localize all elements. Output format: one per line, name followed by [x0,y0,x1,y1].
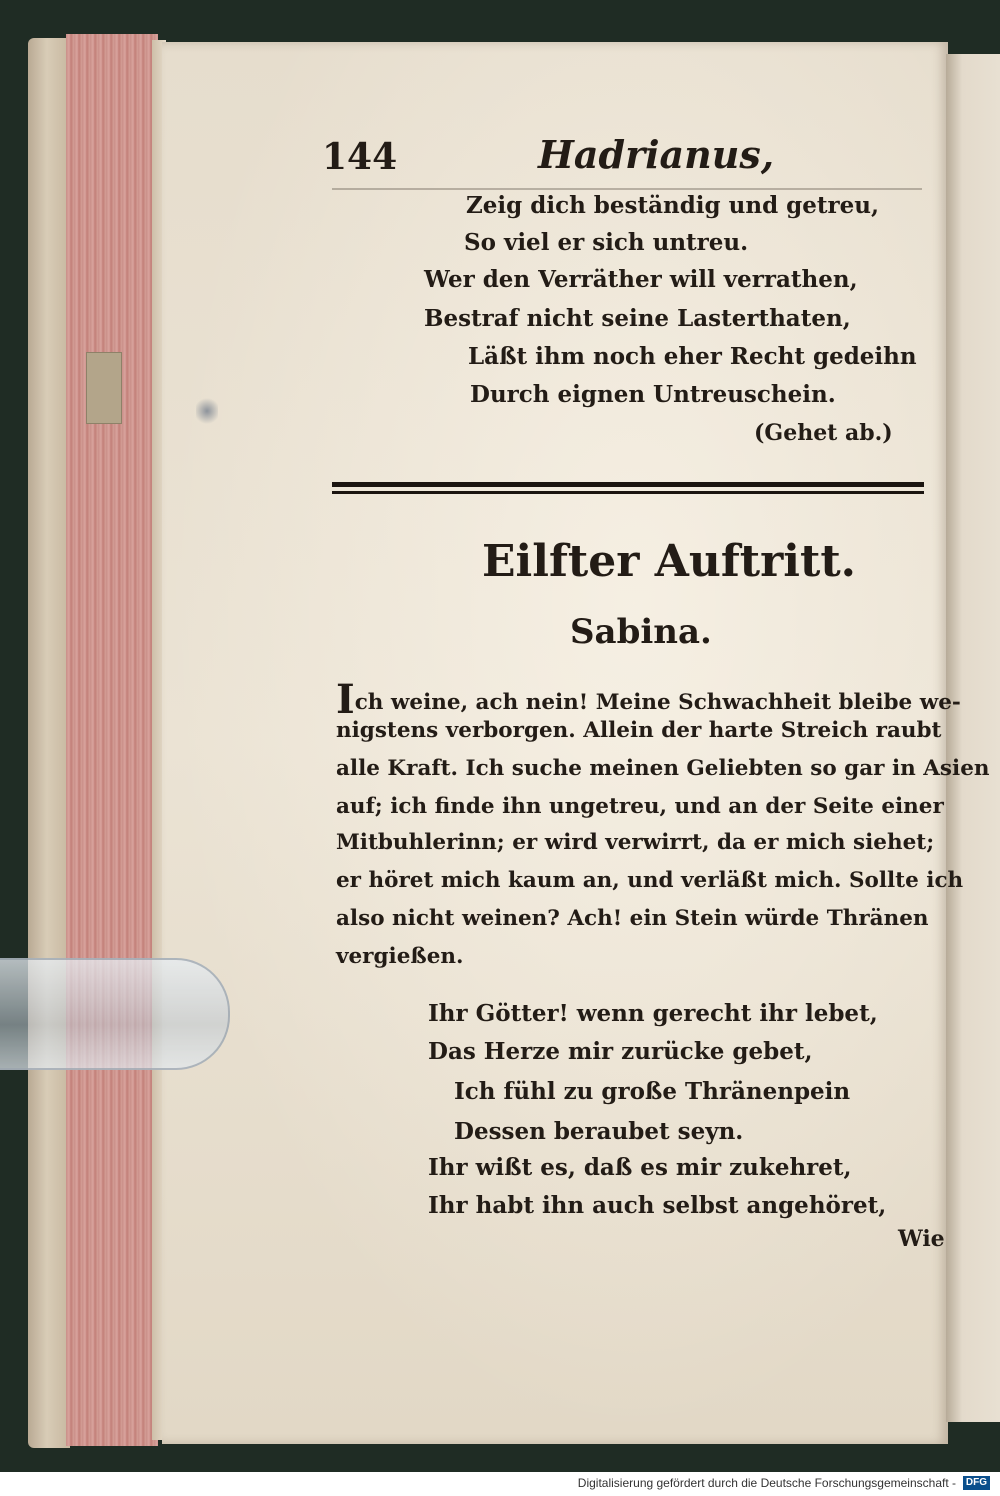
verse-line: Wer den Verräther will verrathen, [424,266,858,293]
page-number: 144 [322,136,398,178]
prose-line: Mitbuhlerinn; er wird verwirrt, da er mich siehet; [336,830,935,855]
verse-line: Ihr Götter! wenn gerecht ihr lebet, [428,1000,878,1027]
speaker-name: Sabina. [570,612,712,652]
prose-line: vergießen. [336,944,464,969]
verse-line: Ich fühl zu große Thränenpein [454,1078,851,1105]
dfg-logo: DFG [963,1476,990,1490]
ink-smudge [196,396,218,426]
footer-bar [0,1472,1000,1496]
verse-line: Ihr habt ihn auch selbst angehöret, [428,1192,887,1219]
verse-line: So viel er sich untreu. [464,229,749,256]
book-edge-outer [28,38,70,1448]
prose-line: auf; ich finde ihn ungetreu, und an der Seite einer [336,794,944,819]
prose-text: ch weine, ach nein! Meine Schwachheit bleibe we- [354,690,961,715]
footer-credit: Digitalisierung gefördert durch die Deutsche Forschungsgemeinschaft - [577,1476,956,1490]
catchword: Wie [898,1226,945,1252]
facing-page-edge [946,54,1000,1422]
bookmark-tab [86,352,122,424]
verse-line: Ihr wißt es, daß es mir zukehret, [428,1154,852,1181]
section-rule [332,482,924,487]
prose-line: nigstens verborgen. Allein der harte Streich raubt [336,718,942,743]
page-holder-weight [0,958,230,1070]
prose-line: also nicht weinen? Ach! ein Stein würde Thränen [336,906,929,931]
section-rule-thin [332,491,924,494]
verse-line: Bestraf nicht seine Lasterthaten, [424,305,851,332]
stage-direction: (Gehet ab.) [754,420,893,446]
verse-line: Dessen beraubet seyn. [454,1118,744,1145]
verse-line: Durch eignen Untreuschein. [470,381,836,408]
prose-line [336,676,961,723]
head-rule [332,188,922,190]
book-red-edge [66,34,158,1446]
verse-line: Zeig dich beständig und getreu, [466,192,879,219]
scene-heading: Eilfter Auftritt. [482,536,856,587]
prose-line: er höret mich kaum an, und verläßt mich. Sollte ich [336,868,964,893]
running-head: Hadrianus, [538,132,775,177]
drop-cap: I [336,676,355,723]
verse-line: Läßt ihm noch eher Recht gedeihn [468,343,917,370]
verse-line: Das Herze mir zurücke gebet, [428,1038,813,1065]
prose-line: alle Kraft. Ich suche meinen Geliebten so gar in Asien [336,756,990,781]
